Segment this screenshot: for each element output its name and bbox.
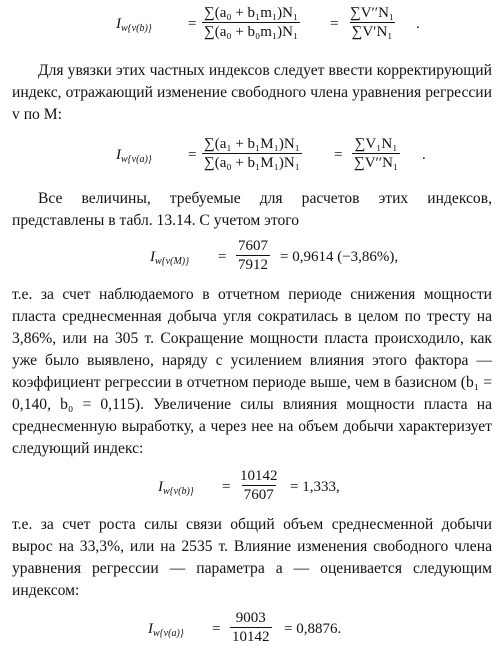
fraction-denominator: 7607 <box>243 487 274 503</box>
equals-sign: = <box>330 16 339 32</box>
paragraph-4: т.е. за счет роста силы связи общий объем среднесменной добычи вырос на 33,3%, или на 2535 т. Влияние изменения свободного члена уравнения регрессии — параметра a — оценивается следующим индексом: <box>12 516 492 599</box>
equation-index-b <box>12 0 492 50</box>
fraction-numerator: 9003 <box>235 610 266 626</box>
equation-lhs <box>158 476 194 498</box>
lhs-subscript: w{v(b)} <box>121 23 152 34</box>
fraction-denominator: ∑V′′N₁ <box>354 155 399 171</box>
equation-result: = 1,333, <box>290 479 340 495</box>
equation-lhs <box>148 618 184 640</box>
fraction-value <box>236 237 270 274</box>
lhs-subscript: w{v(M)} <box>155 256 190 267</box>
fraction-sum <box>348 4 396 41</box>
equals-sign: = <box>334 147 343 163</box>
lhs-symbol: I <box>116 16 121 32</box>
equation-end: . <box>416 16 420 32</box>
equals-sign: = <box>222 479 231 495</box>
fraction-numerator: 10142 <box>240 468 278 484</box>
fraction-denominator: 10142 <box>232 629 270 645</box>
equation-lhs <box>150 246 189 268</box>
lhs-symbol: I <box>158 479 163 495</box>
equation-index-a <box>12 130 492 182</box>
fraction-sum <box>352 135 400 172</box>
fraction-denominator: ∑(a₀ + b₁M₁)N₁ <box>204 155 300 171</box>
fraction-main <box>202 135 302 172</box>
lhs-subscript: w{v(a)} <box>121 154 152 165</box>
lhs-symbol: I <box>148 621 153 637</box>
equation-index-b-value <box>12 464 492 510</box>
equation-result: = 0,8876. <box>284 621 342 637</box>
fraction-numerator: ∑(a₀ + b₁m₁)N₁ <box>204 5 299 21</box>
fraction-numerator: ∑(a₁ + b₁M₁)N₁ <box>204 136 300 152</box>
lhs-symbol: I <box>150 249 155 265</box>
page <box>12 0 492 652</box>
fraction-value <box>238 467 280 504</box>
fraction-denominator: ∑V′N₁ <box>351 24 393 40</box>
equals-sign: = <box>212 621 221 637</box>
fraction-denominator: ∑(a₀ + b₀m₁)N₁ <box>204 24 299 40</box>
equation-result: = 0,9614 (−3,86%), <box>280 249 399 265</box>
paragraph-3: т.е. за счет наблюдаемого в отчетном периоде снижения мощности пласта среднесменная добыча угля сократилась в целом по тресту на 3,86%, или на 305 т. Сокращение мощности пласта происходило, как уже было выявлено, наряду с усилением влияния этого фактора — коэффициент регрессии в отчетном периоде выше, чем в базисном (b₁ = 0,140, b₀ = 0,115). Увеличение силы влияния мощности пласта на среднесменную выработку, а через нее на объем добычи характеризует следующий индекс: <box>12 286 492 457</box>
equals-sign: = <box>188 16 197 32</box>
lhs-subscript: w{v(b)} <box>163 486 194 497</box>
lhs-symbol: I <box>116 147 121 163</box>
equation-lhs <box>116 13 152 35</box>
equals-sign: = <box>218 249 227 265</box>
fraction-denominator: 7912 <box>238 257 268 273</box>
paragraph-1: Для увязки этих частных индексов следует ввести корректирующий индекс, отражающий изменение свободного члена уравнения регрессии v по M: <box>12 62 492 123</box>
lhs-subscript: w{v(a)} <box>153 628 184 639</box>
fraction-numerator: ∑V₁N₁ <box>354 136 398 152</box>
fraction-value <box>230 609 272 646</box>
equals-sign: = <box>188 147 197 163</box>
equation-index-M <box>12 234 492 280</box>
equation-end: . <box>422 147 426 163</box>
fraction-numerator: 7607 <box>238 238 268 254</box>
fraction-numerator: ∑V′′N₁ <box>350 5 395 21</box>
paragraph-2: Все величины, требуемые для расчетов этих индексов, представлены в табл. 13.14. С учетом этого <box>12 190 492 229</box>
equation-index-a-value <box>12 606 492 652</box>
fraction-main <box>202 4 300 41</box>
equation-lhs <box>116 144 152 166</box>
